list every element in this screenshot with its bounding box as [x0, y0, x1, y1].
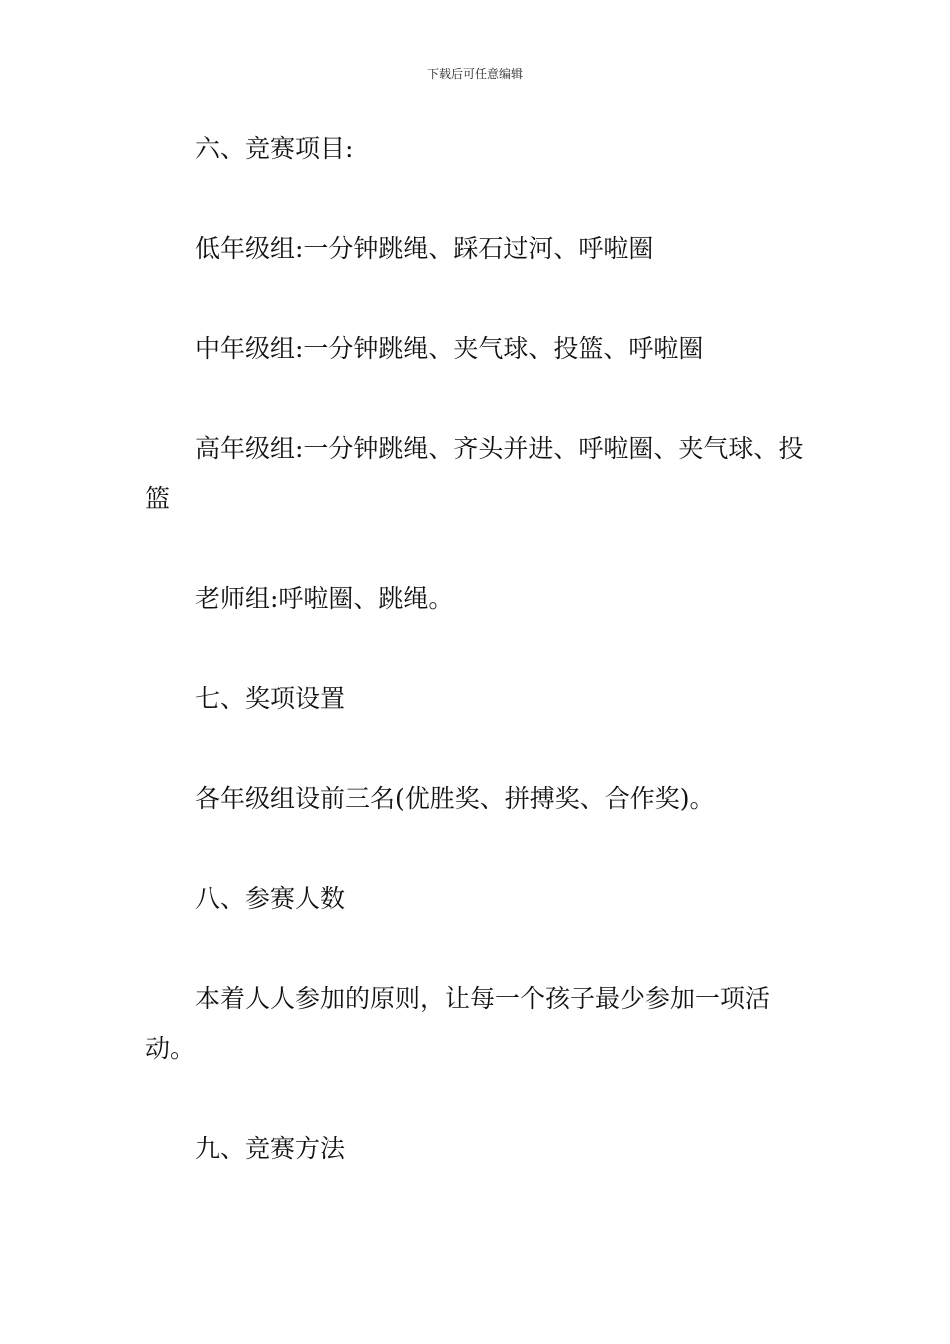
paragraph-participants: 本着人人参加的原则，让每一个孩子最少参加一项活动。 — [145, 984, 771, 1063]
paragraph-teacher-group: 老师组:呼啦圈、跳绳。 — [195, 584, 454, 613]
paragraph-lower-grade: 低年级组:一分钟跳绳、踩石过河、呼啦圈 — [195, 234, 654, 263]
paragraph-upper-grade: 高年级组:一分钟跳绳、齐头并进、呼啦圈、夹气球、投篮 — [145, 434, 804, 513]
document-body — [145, 124, 810, 1174]
section-heading-awards: 七、奖项设置 — [195, 684, 346, 713]
paragraph-middle-grade: 中年级组:一分钟跳绳、夹气球、投篮、呼啦圈 — [195, 334, 704, 363]
section-heading-competition-method: 九、竞赛方法 — [195, 1134, 346, 1163]
section-heading-participants: 八、参赛人数 — [195, 884, 346, 913]
paragraph-awards: 各年级组设前三名(优胜奖、拼搏奖、合作奖)。 — [195, 784, 715, 813]
page-header: 下载后可任意编辑 — [426, 67, 523, 81]
section-heading-competition-events: 六、竞赛项目: — [195, 134, 354, 163]
